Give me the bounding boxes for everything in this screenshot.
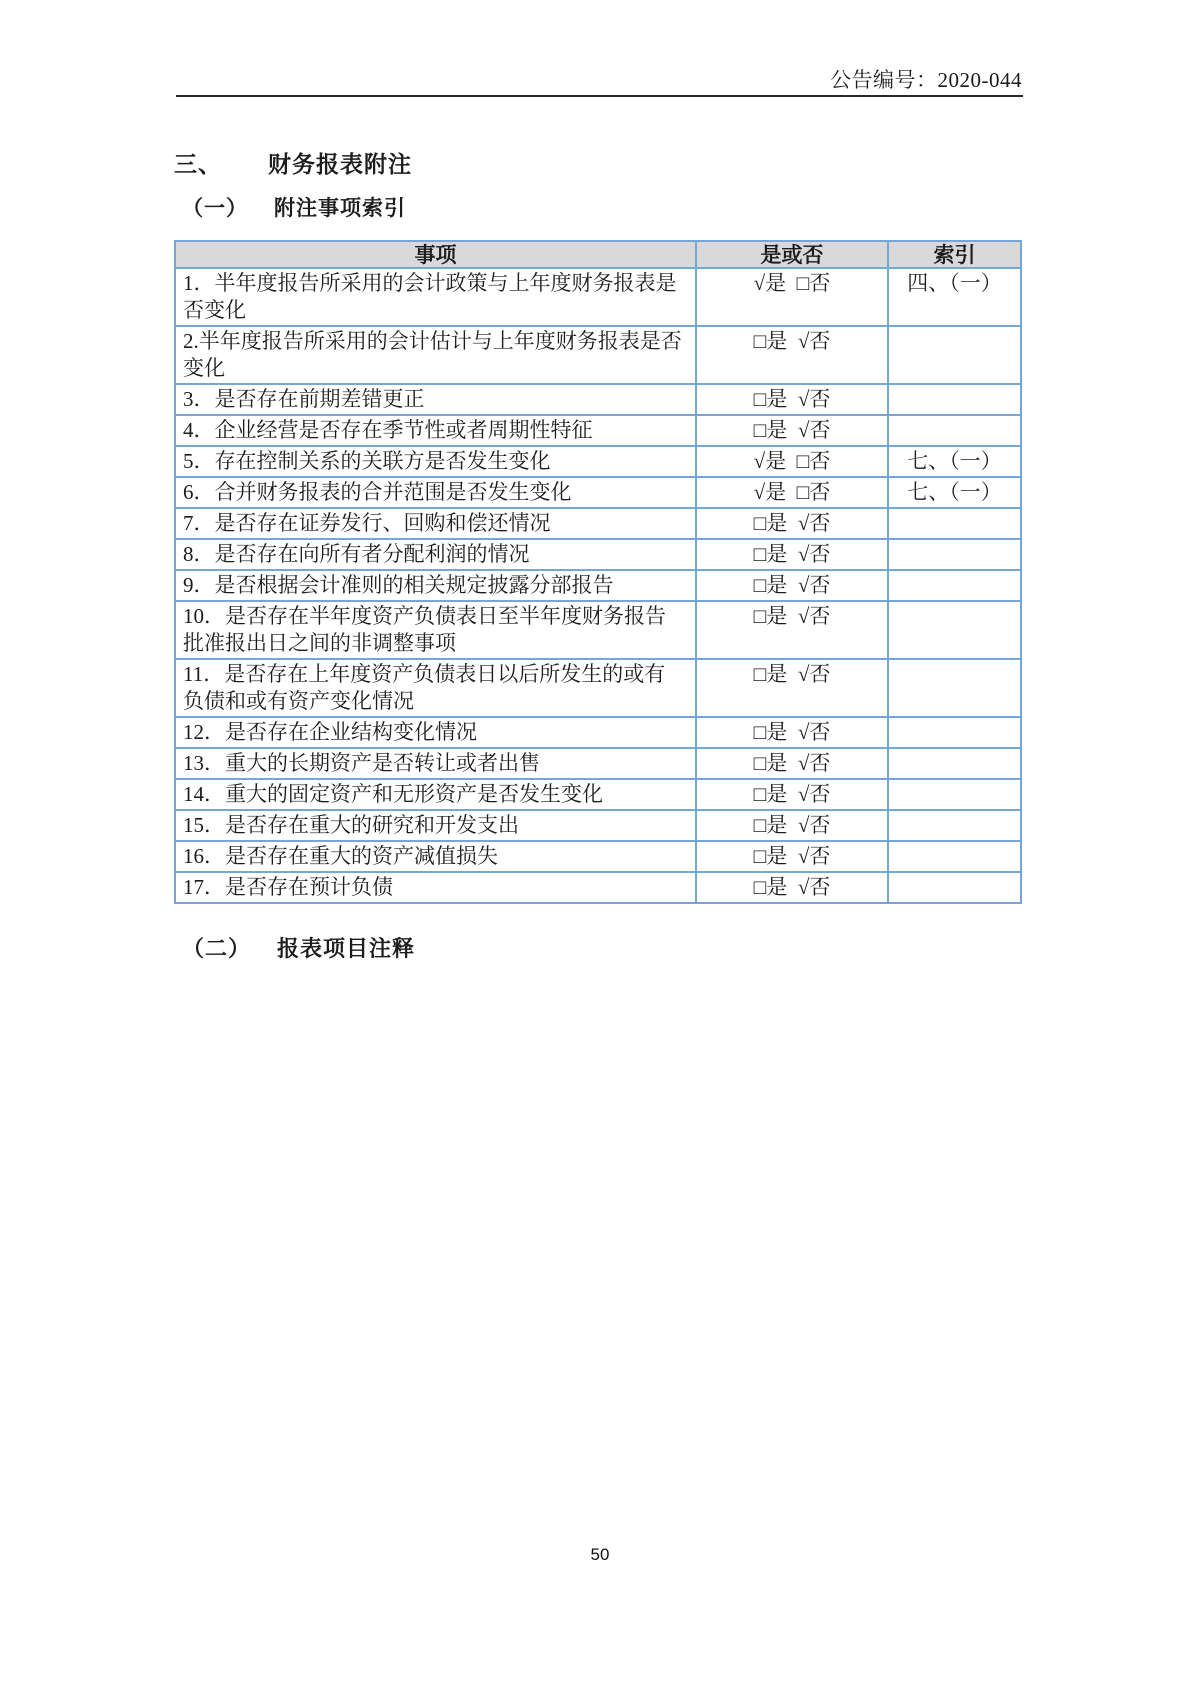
yesno-cell: □是 √否 (696, 539, 888, 570)
index-cell (888, 841, 1021, 872)
table-row (175, 659, 1021, 717)
column-header-yesno: 是或否 (696, 241, 888, 268)
index-cell (888, 384, 1021, 415)
index-cell (888, 570, 1021, 601)
item-cell: 1．半年度报告所采用的会计政策与上年度财务报表是否变化 (175, 268, 696, 326)
yesno-cell: □是 √否 (696, 601, 888, 659)
item-cell: 8．是否存在向所有者分配利润的情况 (175, 539, 696, 570)
index-cell (888, 508, 1021, 539)
item-cell: 14．重大的固定资产和无形资产是否发生变化 (175, 779, 696, 810)
index-cell (888, 326, 1021, 384)
table-header-row (175, 241, 1021, 268)
item-cell: 17．是否存在预计负债 (175, 872, 696, 903)
yesno-cell: □是 √否 (696, 570, 888, 601)
column-header-index: 索引 (888, 241, 1021, 268)
subsection-title: 报表项目注释 (277, 936, 416, 961)
table-row (175, 717, 1021, 748)
index-cell: 七、（一） (888, 477, 1021, 508)
index-cell (888, 415, 1021, 446)
yesno-cell: √是 □否 (696, 268, 888, 326)
announcement-number: 公告编号：2020-044 (830, 68, 1022, 92)
table-row (175, 268, 1021, 326)
item-cell: 4．企业经营是否存在季节性或者周期性特征 (175, 415, 696, 446)
item-cell: 6．合并财务报表的合并范围是否发生变化 (175, 477, 696, 508)
index-cell (888, 748, 1021, 779)
yesno-cell: √是 □否 (696, 446, 888, 477)
table-row (175, 810, 1021, 841)
index-cell (888, 810, 1021, 841)
index-cell (888, 779, 1021, 810)
yesno-cell: □是 √否 (696, 841, 888, 872)
index-cell: 七、（一） (888, 446, 1021, 477)
yesno-cell: □是 √否 (696, 779, 888, 810)
table-row (175, 779, 1021, 810)
table-row (175, 601, 1021, 659)
table-row (175, 477, 1021, 508)
section-number: 三、 (174, 152, 222, 177)
subsection-number: （二） (182, 936, 252, 961)
column-header-item: 事项 (175, 241, 696, 268)
yesno-cell: □是 √否 (696, 810, 888, 841)
yesno-cell: □是 √否 (696, 415, 888, 446)
index-cell (888, 659, 1021, 717)
item-cell: 9．是否根据会计准则的相关规定披露分部报告 (175, 570, 696, 601)
yesno-cell: □是 √否 (696, 748, 888, 779)
yesno-cell: □是 √否 (696, 326, 888, 384)
table-row (175, 841, 1021, 872)
item-cell: 2.半年度报告所采用的会计估计与上年度财务报表是否变化 (175, 326, 696, 384)
table-row (175, 748, 1021, 779)
index-cell: 四、（一） (888, 268, 1021, 326)
header-divider (176, 95, 1023, 97)
table-row (175, 539, 1021, 570)
table-row (175, 508, 1021, 539)
table-row (175, 872, 1021, 903)
subsection-heading-statement-notes (182, 932, 415, 963)
table-row (175, 384, 1021, 415)
yesno-cell: □是 √否 (696, 872, 888, 903)
table-row (175, 326, 1021, 384)
index-cell (888, 717, 1021, 748)
table-row (175, 570, 1021, 601)
item-cell: 12．是否存在企业结构变化情况 (175, 717, 696, 748)
item-cell: 13．重大的长期资产是否转让或者出售 (175, 748, 696, 779)
notes-index-table (174, 240, 1022, 904)
item-cell: 16．是否存在重大的资产减值损失 (175, 841, 696, 872)
subsection-heading-notes-index (182, 192, 406, 222)
page-number: 50 (590, 1545, 610, 1564)
section-title: 财务报表附注 (268, 152, 412, 177)
section-heading-main (174, 146, 412, 179)
table-row (175, 415, 1021, 446)
yesno-cell: □是 √否 (696, 659, 888, 717)
item-cell: 15．是否存在重大的研究和开发支出 (175, 810, 696, 841)
item-cell: 5．存在控制关系的关联方是否发生变化 (175, 446, 696, 477)
table-row (175, 446, 1021, 477)
item-cell: 10．是否存在半年度资产负债表日至半年度财务报告批准报出日之间的非调整事项 (175, 601, 696, 659)
subsection-title: 附注事项索引 (274, 196, 406, 220)
item-cell: 7．是否存在证券发行、回购和偿还情况 (175, 508, 696, 539)
item-cell: 11．是否存在上年度资产负债表日以后所发生的或有负债和或有资产变化情况 (175, 659, 696, 717)
index-cell (888, 601, 1021, 659)
index-cell (888, 539, 1021, 570)
yesno-cell: √是 □否 (696, 477, 888, 508)
yesno-cell: □是 √否 (696, 717, 888, 748)
subsection-number: （一） (182, 196, 248, 220)
index-cell (888, 872, 1021, 903)
item-cell: 3．是否存在前期差错更正 (175, 384, 696, 415)
yesno-cell: □是 √否 (696, 384, 888, 415)
yesno-cell: □是 √否 (696, 508, 888, 539)
